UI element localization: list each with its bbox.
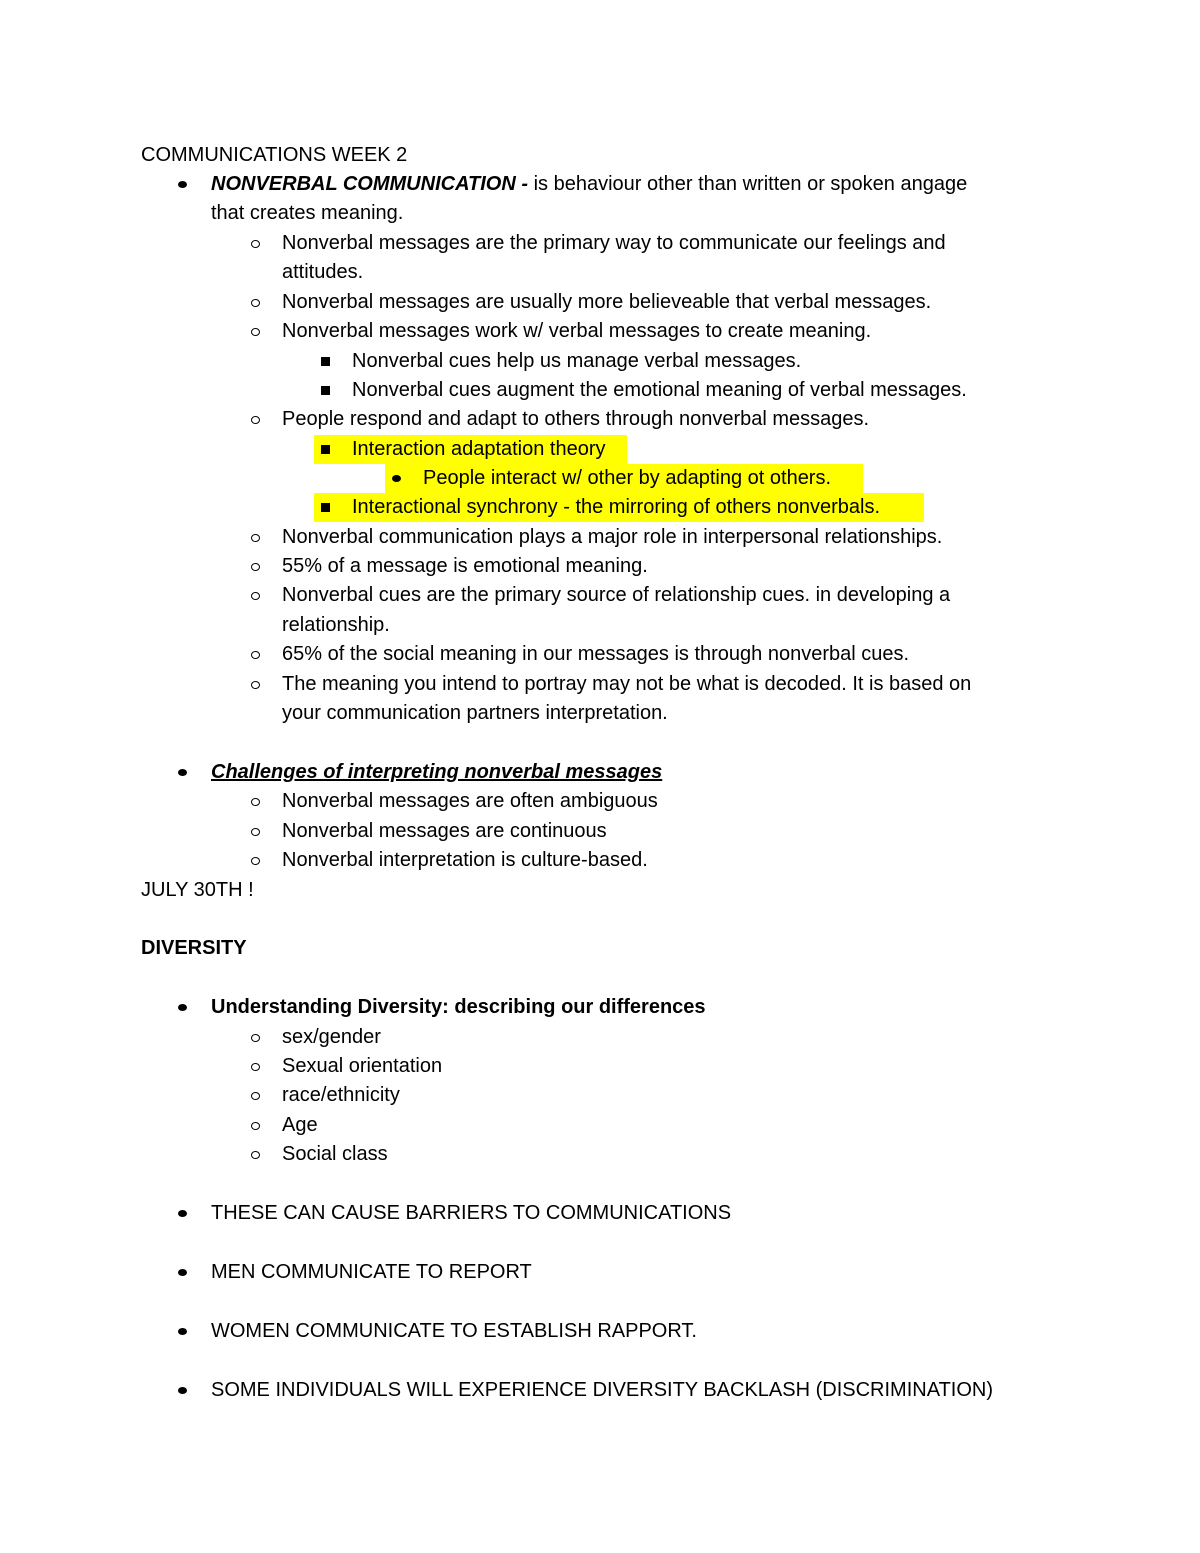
- bullet-square: [315, 376, 335, 405]
- list-item: Nonverbal messages work w/ verbal messages to create meaning.: [282, 320, 872, 342]
- bullet-dot: [386, 464, 406, 493]
- bullet-ring: [245, 787, 265, 816]
- challenges-heading: Challenges of interpreting nonverbal messages: [211, 761, 663, 783]
- list-item: Nonverbal cues augment the emotional meaning of verbal messages.: [352, 379, 967, 401]
- list-item: Nonverbal interpretation is culture-based.: [282, 849, 648, 871]
- list-item: The meaning you intend to portray may not be what is decoded. It is based on: [282, 673, 972, 695]
- bullet-ring: [245, 405, 265, 434]
- bullet-ring: [245, 1140, 265, 1169]
- understanding-diversity: Understanding Diversity: describing our differences: [211, 996, 706, 1018]
- bullet-dot: [172, 1376, 192, 1405]
- bullet-dot: [172, 1317, 192, 1346]
- list-item: Nonverbal messages are usually more believeable that verbal messages.: [282, 291, 932, 313]
- list-item: SOME INDIVIDUALS WILL EXPERIENCE DIVERSITY BACKLASH (DISCRIMINATION): [211, 1379, 994, 1401]
- nonverbal-definition-cont: that creates meaning.: [211, 202, 404, 224]
- bullet-ring: [245, 552, 265, 581]
- bullet-square: [315, 347, 335, 376]
- list-item: Nonverbal messages are continuous: [282, 820, 607, 842]
- list-item: Sexual orientation: [282, 1055, 443, 1077]
- nonverbal-definition: is behaviour other than written or spoken angage: [528, 173, 968, 195]
- bullet-dot: [172, 1258, 192, 1287]
- list-item: WOMEN COMMUNICATE TO ESTABLISH RAPPORT.: [211, 1320, 697, 1342]
- list-item: 55% of a message is emotional meaning.: [282, 555, 648, 577]
- bullet-dot: [172, 1199, 192, 1228]
- list-item: Nonverbal messages are often ambiguous: [282, 790, 658, 812]
- list-item-cont: your communication partners interpretation.: [282, 702, 668, 724]
- highlighted-item: Interactional synchrony - the mirroring of others nonverbals.: [352, 496, 881, 518]
- bullet-ring: [245, 640, 265, 669]
- highlighted-item: Interaction adaptation theory: [352, 438, 606, 460]
- diversity-heading: DIVERSITY: [141, 937, 247, 959]
- list-item: Age: [282, 1114, 318, 1136]
- list-item: Nonverbal cues are the primary source of relationship cues. in developing a: [282, 584, 951, 606]
- bullet-ring: [245, 229, 265, 258]
- list-item-cont: relationship.: [282, 614, 390, 636]
- bullet-ring: [245, 1111, 265, 1140]
- bullet-ring: [245, 317, 265, 346]
- list-item: THESE CAN CAUSE BARRIERS TO COMMUNICATIONS: [211, 1202, 732, 1224]
- document-title: COMMUNICATIONS WEEK 2: [141, 144, 408, 166]
- list-item: Nonverbal cues help us manage verbal messages.: [352, 350, 802, 372]
- bullet-ring: [245, 1052, 265, 1081]
- bullet-dot: [172, 170, 192, 199]
- bullet-square: [315, 435, 335, 464]
- bullet-ring: [245, 670, 265, 699]
- bullet-ring: [245, 581, 265, 610]
- nonverbal-term: NONVERBAL COMMUNICATION -: [211, 173, 529, 195]
- list-item: Nonverbal communication plays a major role in interpersonal relationships.: [282, 526, 943, 548]
- nonverbal-definition-line: [211, 170, 967, 199]
- bullet-ring: [245, 288, 265, 317]
- bullet-dot: [172, 758, 192, 787]
- bullet-ring: [245, 523, 265, 552]
- bullet-ring: [245, 1081, 265, 1110]
- bullet-ring: [245, 817, 265, 846]
- bullet-square: [315, 493, 335, 522]
- list-item: Social class: [282, 1143, 388, 1165]
- bullet-dot: [172, 993, 192, 1022]
- list-item-cont: attitudes.: [282, 261, 364, 283]
- list-item: race/ethnicity: [282, 1084, 400, 1106]
- list-item: MEN COMMUNICATE TO REPORT: [211, 1261, 532, 1283]
- list-item: Nonverbal messages are the primary way to communicate our feelings and: [282, 232, 946, 254]
- list-item: sex/gender: [282, 1026, 381, 1048]
- bullet-ring: [245, 1023, 265, 1052]
- bullet-ring: [245, 846, 265, 875]
- list-item: People respond and adapt to others through nonverbal messages.: [282, 408, 870, 430]
- highlighted-item: People interact w/ other by adapting ot others.: [423, 467, 832, 489]
- date-note: JULY 30TH !: [141, 879, 254, 901]
- list-item: 65% of the social meaning in our messages is through nonverbal cues.: [282, 643, 910, 665]
